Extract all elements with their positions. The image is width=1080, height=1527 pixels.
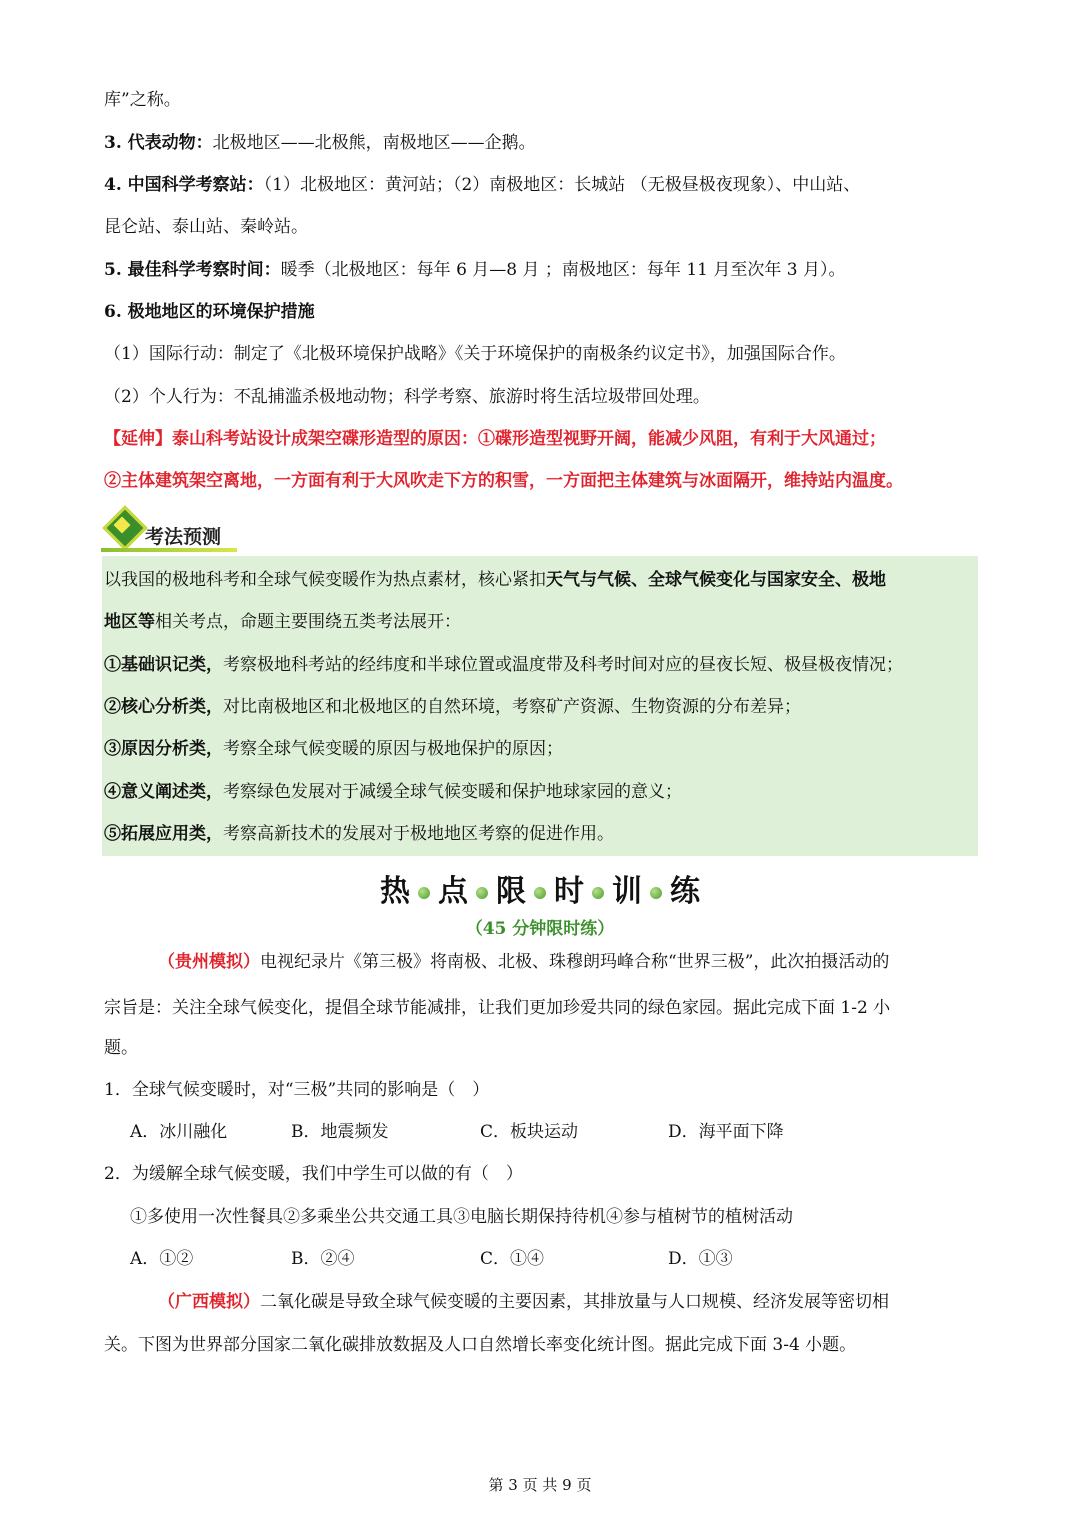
item-text: （1）北极地区：黄河站；（2）南极地区：长城站 （无极昼极夜现象）、中山站、 [263, 175, 861, 195]
dot-icon [534, 887, 546, 899]
subheading: 6. 极地地区的环境保护措施 [104, 302, 315, 322]
option[interactable]: D．海平面下降 [668, 1122, 784, 1142]
option[interactable]: C．板块运动 [480, 1122, 579, 1142]
text-line: 昆仑站、泰山站、秦岭站。 [104, 217, 308, 237]
dot-icon [418, 887, 430, 899]
item-text: 考察全球气候变暖的原因与极地保护的原因； [223, 739, 563, 759]
page-number: 第 3 页 共 9 页 [488, 1476, 592, 1494]
paragraph-line: 关。下图为世界部分国家二氧化碳排放数据及人口自然增长率变化统计图。据此完成下面 3-4 小题。 [104, 1335, 857, 1355]
question-stem: ①多使用一次性餐具②多乘坐公共交通工具③电脑长期保持待机④参与植树节的植树活动 [130, 1207, 793, 1227]
text-line: （2）个人行为：不乱捕滥杀极地动物；科学考察、旅游时将生活垃圾带回处理。 [104, 387, 710, 407]
text-line [104, 173, 860, 197]
item-label: ③原因分析类， [104, 739, 223, 759]
text-line: 库”之称。 [104, 90, 181, 110]
text-line [104, 258, 845, 282]
section-heading-text: 考法预测 [145, 526, 222, 548]
dot-icon [650, 887, 662, 899]
intro-text: 以我国的极地科考和全球气候变暖作为热点素材，核心紧扣 [104, 570, 546, 590]
item-label: ②核心分析类， [104, 697, 223, 717]
text-line [104, 568, 886, 592]
title-char: 时 [554, 874, 584, 909]
question-2: 2．为缓解全球气候变暖，我们中学生可以做的有（ ） [104, 1164, 523, 1184]
list-item [104, 695, 801, 719]
paragraph-text: 电视纪录片《第三极》将南极、北极、珠穆朗玛峰合称“世界三极”，此次拍摄活动的 [260, 952, 890, 972]
section-heading [101, 508, 241, 554]
list-item [104, 822, 614, 846]
item-text: 对比南极地区和北极地区的自然环境，考察矿产资源、生物资源的分布差异； [223, 697, 801, 717]
text-line [104, 610, 461, 634]
list-item [104, 653, 903, 677]
item-label: 3. 代表动物： [104, 133, 213, 153]
title-char: 练 [670, 874, 700, 909]
title-char: 热 [380, 874, 410, 909]
item-text: 考察极地科考站的经纬度和半球位置或温度带及科考时间对应的昼夜长短、极昼极夜情况； [223, 655, 903, 675]
dot-icon [476, 887, 488, 899]
item-text: 北极地区——北极熊，南极地区——企鹅。 [212, 133, 536, 153]
item-label: 4. 中国科学考察站： [104, 175, 264, 195]
list-item [104, 780, 682, 804]
heading-underline [101, 548, 237, 552]
title-char: 点 [438, 874, 468, 909]
title-char: 限 [496, 874, 526, 909]
item-label: ⑤拓展应用类， [104, 824, 223, 844]
option[interactable]: B．②④ [291, 1249, 355, 1269]
source-tag: （广西模拟） [158, 1292, 260, 1312]
item-label: ④意义阐述类， [104, 782, 223, 802]
extension-line: ②主体建筑架空离地，一方面有利于大风吹走下方的积雪，一方面把主体建筑与冰面隔开，维持站内温度。 [104, 471, 903, 491]
training-subtitle: （45 分钟限时练） [465, 919, 615, 939]
paragraph-line: 题。 [104, 1038, 138, 1058]
paragraph-line: 宗旨是：关注全球气候变化，提倡全球节能减排，让我们更加珍爱共同的绿色家园。据此完成下面 1-2 小 [104, 998, 891, 1018]
option[interactable]: B．地震频发 [291, 1122, 389, 1142]
paragraph-line [158, 1290, 889, 1314]
option[interactable]: C．①④ [480, 1249, 545, 1269]
intro-bold: 地区等 [104, 612, 155, 632]
title-char: 训 [612, 874, 642, 909]
paragraph-text: 二氧化碳是导致全球气候变暖的主要因素，其排放量与人口规模、经济发展等密切相 [260, 1292, 889, 1312]
text-line [104, 131, 536, 155]
option[interactable]: D．①③ [668, 1249, 733, 1269]
text-line: （1）国际行动：制定了《北极环境保护战略》《关于环境保护的南极条约议定书》，加强国际合作。 [104, 344, 846, 364]
dot-icon [592, 887, 604, 899]
training-title [0, 866, 1080, 910]
item-text: 考察绿色发展对于减缓全球气候变暖和保护地球家园的意义； [223, 782, 682, 802]
list-item [104, 737, 563, 761]
intro-text: 相关考点，命题主要围绕五类考法展开： [155, 612, 461, 632]
paragraph-line [158, 950, 889, 974]
extension-line: 【延伸】泰山科考站设计成架空碟形造型的原因：①碟形造型视野开阔，能减少风阻，有利于大风通过； [104, 429, 886, 449]
intro-bold: 天气与气候、全球气候变化与国家安全、极地 [546, 570, 886, 590]
item-text: 暖季（北极地区：每年 6 月—8 月 ；南极地区：每年 11 月至次年 3 月）。 [280, 260, 846, 280]
item-text: 考察高新技术的发展对于极地地区考察的促进作用。 [223, 824, 614, 844]
option[interactable]: A．冰川融化 [130, 1122, 228, 1142]
source-tag: （贵州模拟） [158, 952, 260, 972]
item-label: 5. 最佳科学考察时间： [104, 260, 281, 280]
item-label: ①基础识记类， [104, 655, 223, 675]
option[interactable]: A．①② [130, 1249, 194, 1269]
question-1: 1．全球气候变暖时，对“三极”共同的影响是（ ） [104, 1080, 490, 1100]
